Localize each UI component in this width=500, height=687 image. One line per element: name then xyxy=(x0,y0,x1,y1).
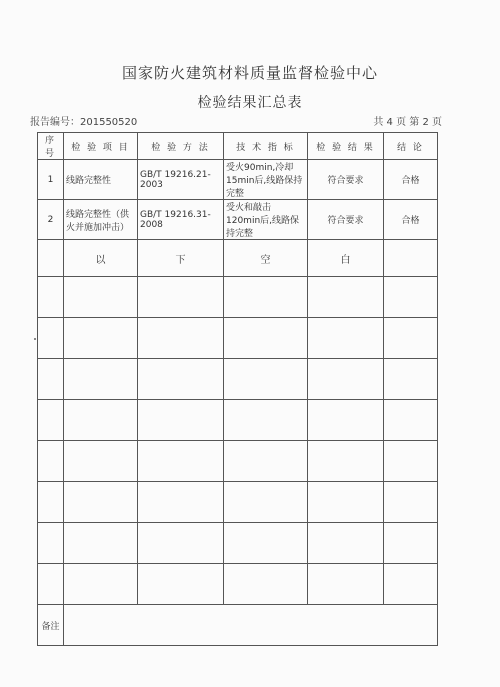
row-number: 1 xyxy=(38,160,64,200)
row-method: GB/T 19216.31-2008 xyxy=(138,200,224,240)
empty-row xyxy=(38,400,438,441)
org-title: 国家防火建筑材料质量监督检验中心 xyxy=(121,64,378,82)
scan-speck xyxy=(34,338,36,340)
row-item: 线路完整性（供火并施加冲击） xyxy=(64,200,138,240)
blank-mark: 空 xyxy=(224,240,308,277)
empty-row xyxy=(38,564,438,605)
empty-row xyxy=(38,441,438,482)
remarks-content xyxy=(64,605,438,646)
results-table xyxy=(37,132,438,646)
empty-row xyxy=(38,318,438,359)
row-spec: 受火和敲击120min后,线路保持完整 xyxy=(224,200,308,240)
empty-row xyxy=(38,359,438,400)
row-result: 符合要求 xyxy=(308,200,384,240)
row-item: 线路完整性 xyxy=(64,160,138,200)
header-conclusion: 结 论 xyxy=(384,133,438,160)
header-spec: 技 术 指 标 xyxy=(224,133,308,160)
remarks-label: 备注 xyxy=(38,605,64,646)
empty-row xyxy=(38,523,438,564)
header-result: 检 验 结 果 xyxy=(308,133,384,160)
report-number: 报告编号：201550520 xyxy=(30,117,138,128)
header-method: 检 验 方 法 xyxy=(138,133,224,160)
blank-mark: 下 xyxy=(138,240,224,277)
header-item: 检 验 项 目 xyxy=(64,133,138,160)
blank-mark: 以 xyxy=(64,240,138,277)
doc-title: 检验结果汇总表 xyxy=(197,95,303,111)
row-conclusion: 合格 xyxy=(384,200,438,240)
remarks-row xyxy=(38,605,438,646)
row-result: 符合要求 xyxy=(308,160,384,200)
blank-mark: 白 xyxy=(308,240,384,277)
row-conclusion: 合格 xyxy=(384,160,438,200)
row-method: GB/T 19216.21-2003 xyxy=(138,160,224,200)
header-no: 序号 xyxy=(38,133,64,160)
table-header-row xyxy=(38,133,438,160)
empty-row xyxy=(38,277,438,318)
empty-cell xyxy=(38,240,64,277)
table-row xyxy=(38,160,438,200)
page-info: 共 4 页 第 2 页 xyxy=(373,117,442,128)
empty-row xyxy=(38,482,438,523)
table-row xyxy=(38,200,438,240)
row-number: 2 xyxy=(38,200,64,240)
row-spec: 受火90min,冷却15min后,线路保持完整 xyxy=(224,160,308,200)
blank-marker-row xyxy=(38,240,438,277)
empty-cell xyxy=(384,240,438,277)
